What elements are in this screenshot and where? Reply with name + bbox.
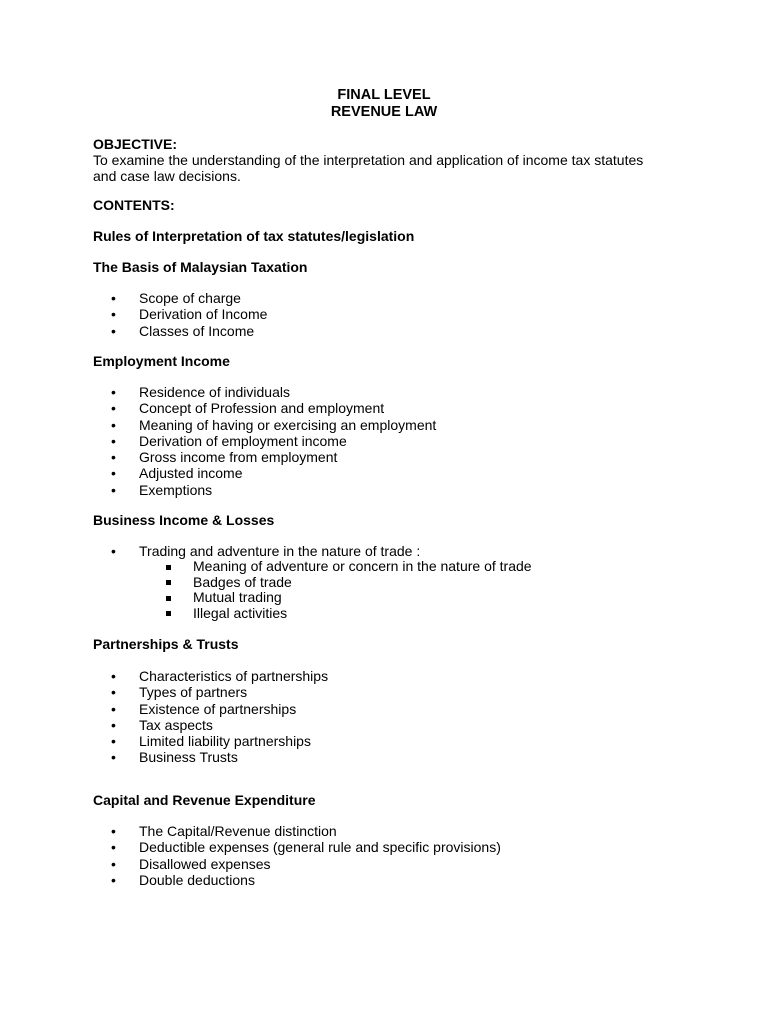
- list-item-text: Tax aspects: [139, 716, 213, 733]
- list-item-text: Double deductions: [139, 871, 255, 888]
- title-line-1: FINAL LEVEL: [337, 87, 431, 103]
- section-heading-business: Business Income & Losses: [93, 512, 275, 528]
- section-heading-capital: Capital and Revenue Expenditure: [93, 792, 316, 808]
- list-item-text: Meaning of having or exercising an employment: [139, 416, 437, 433]
- sub-list-item-text: Illegal activities: [193, 604, 288, 621]
- list-item-text: Existence of partnerships: [139, 700, 297, 717]
- list-item-text: Scope of charge: [139, 290, 241, 306]
- bullet-icon: •: [111, 855, 116, 872]
- bullet-icon: •: [111, 290, 116, 306]
- section-heading-employment: Employment Income: [93, 353, 230, 369]
- title-line-2: REVENUE LAW: [330, 104, 438, 120]
- list-item-text: Adjusted income: [139, 465, 243, 482]
- list-item-text: Derivation of Income: [139, 306, 268, 323]
- square-bullet-icon: [166, 580, 171, 585]
- bullet-icon: •: [111, 543, 116, 559]
- list-item-text: Concept of Profession and employment: [139, 400, 385, 417]
- sub-list-item-text: Badges of trade: [193, 573, 292, 590]
- bullet-icon: •: [111, 716, 116, 733]
- list-item-text: Gross income from employment: [139, 449, 338, 466]
- bullet-icon: •: [111, 700, 116, 717]
- list-item-text: Trading and adventure in the nature of trade :: [139, 543, 421, 559]
- section-heading-rules: Rules of Interpretation of tax statutes/legislation: [93, 228, 415, 244]
- list-item-text: The Capital/Revenue distinction: [139, 823, 337, 839]
- bullet-icon: •: [111, 749, 116, 766]
- objective-text-line-1: To examine the understanding of the interpretation and application of income tax statutes: [93, 152, 644, 168]
- square-bullet-icon: [166, 565, 171, 570]
- bullet-icon: •: [111, 306, 116, 323]
- bullet-icon: •: [111, 449, 116, 466]
- bullet-icon: •: [111, 733, 116, 750]
- sub-list-item-text: Meaning of adventure or concern in the nature of trade: [193, 558, 532, 574]
- bullet-icon: •: [111, 400, 116, 417]
- section-heading-basis: The Basis of Malaysian Taxation: [93, 259, 308, 275]
- objective-text: [93, 152, 693, 184]
- list-item-text: Types of partners: [139, 684, 248, 701]
- bullet-icon: •: [111, 465, 116, 482]
- square-bullet-icon: [166, 596, 171, 601]
- bullet-icon: •: [111, 384, 116, 400]
- list-item-text: Characteristics of partnerships: [139, 668, 329, 684]
- list-item-text: Limited liability partnerships: [139, 733, 311, 750]
- bullet-icon: •: [111, 322, 116, 339]
- list-item-text: Derivation of employment income: [139, 432, 347, 449]
- section-heading-partnerships: Partnerships & Trusts: [93, 636, 239, 652]
- list-item-text: Business Trusts: [139, 749, 238, 766]
- sub-list-item-text: Mutual trading: [193, 589, 282, 605]
- bullet-icon: •: [111, 823, 116, 839]
- list-item-text: Deductible expenses (general rule and specific provisions): [139, 839, 501, 856]
- bullet-icon: •: [111, 684, 116, 701]
- square-bullet-icon: [166, 611, 171, 616]
- bullet-icon: •: [111, 668, 116, 684]
- bullet-icon: •: [111, 416, 116, 433]
- bullet-icon: •: [111, 432, 116, 449]
- bullet-icon: •: [111, 839, 116, 856]
- document-title: [0, 87, 768, 121]
- list-item-text: Classes of Income: [139, 322, 255, 339]
- contents-heading: CONTENTS:: [93, 197, 175, 213]
- list-item-text: Exemptions: [139, 481, 213, 498]
- bullet-icon: •: [111, 871, 116, 888]
- objective-text-line-2: and case law decisions.: [93, 168, 241, 184]
- list-item-text: Disallowed expenses: [139, 855, 271, 872]
- list-item-text: Residence of individuals: [139, 384, 290, 400]
- objective-heading: OBJECTIVE:: [93, 136, 178, 152]
- bullet-icon: •: [111, 481, 116, 498]
